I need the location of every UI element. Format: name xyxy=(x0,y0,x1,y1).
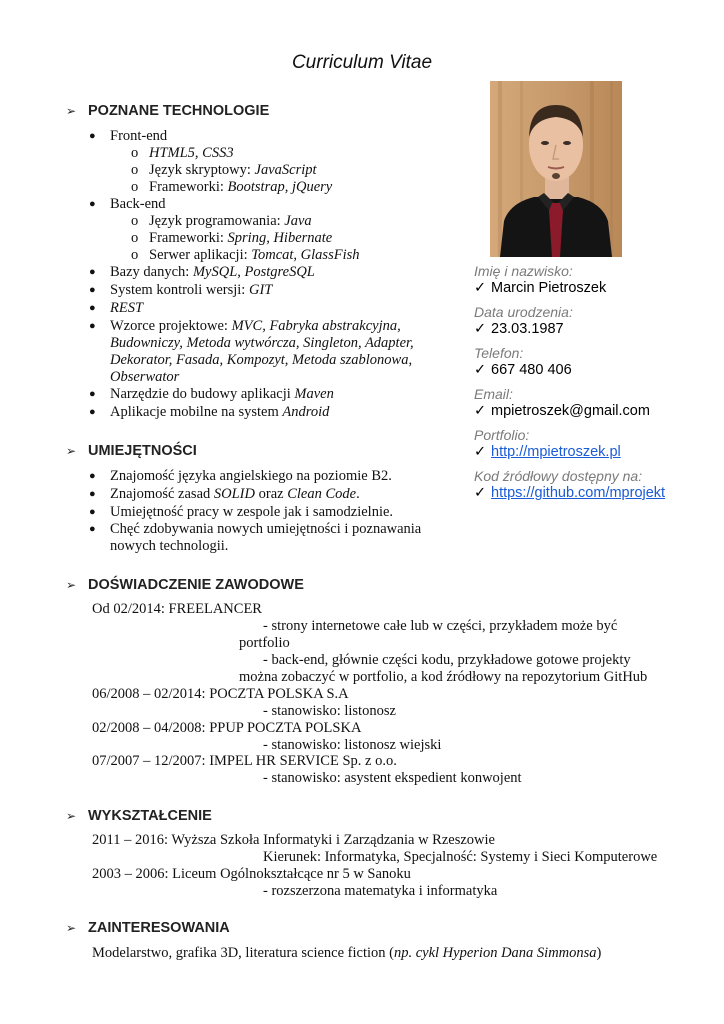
checkmark-icon: ✓ xyxy=(474,362,487,378)
heading-text: ZAINTERESOWANIA xyxy=(88,920,230,936)
item-value: Maven xyxy=(294,386,334,402)
list-item xyxy=(110,282,272,299)
source-row xyxy=(474,485,665,502)
item-value: JavaScript xyxy=(254,162,317,178)
job-entry: Od 02/2014: FREELANCER xyxy=(92,601,262,617)
list-item-continuation xyxy=(110,369,179,386)
portrait-image xyxy=(490,81,622,257)
email-value: mpietroszek@gmail.com xyxy=(491,403,650,419)
heading-text: WYKSZTAŁCENIE xyxy=(88,808,212,824)
item-text: . xyxy=(356,486,360,502)
bullet-dot-icon: ● xyxy=(89,198,96,210)
heading-text: DOŚWIADCZENIE ZAWODOWE xyxy=(88,577,304,593)
phone-value: 667 480 406 xyxy=(491,362,572,378)
item-value: Dekorator, Fasada, Kompozyt, Metoda szablonowa, xyxy=(110,352,413,368)
list-item xyxy=(131,247,360,264)
email-label: Email: xyxy=(474,386,513,402)
job-detail: - stanowisko: listonosz wiejski xyxy=(263,737,442,753)
list-item xyxy=(110,318,401,335)
item-value: Tomcat, GlassFish xyxy=(251,247,360,263)
job-detail: portfolio xyxy=(239,635,290,651)
list-item-continuation xyxy=(110,335,414,352)
circle-bullet-icon: o xyxy=(131,162,139,178)
job-entry: 06/2008 – 02/2014: POCZTA POLSKA S.A xyxy=(92,686,349,702)
bullet-dot-icon: ● xyxy=(89,470,96,482)
item-label: Wzorce projektowe: xyxy=(110,318,232,334)
checkmark-icon: ✓ xyxy=(474,444,487,460)
item-value: Spring, Hibernate xyxy=(227,230,333,246)
interests-text xyxy=(92,945,601,962)
list-item xyxy=(110,300,143,317)
item-label: Język programowania: xyxy=(149,213,285,229)
interests-part: ) xyxy=(596,945,602,961)
list-item xyxy=(131,145,234,162)
arrow-bullet-icon: ➢ xyxy=(66,104,77,118)
list-item: Umiejętność pracy w zespole jak i samodzielnie. xyxy=(110,504,394,520)
job-entry: 02/2008 – 04/2008: PPUP POCZTA POLSKA xyxy=(92,720,362,736)
job-detail: - stanowisko: asystent ekspedient konwojent xyxy=(263,770,522,786)
list-item xyxy=(110,486,360,503)
item-text: oraz xyxy=(254,486,288,502)
section-heading-technologies xyxy=(66,103,269,120)
list-item: Chęć zdobywania nowych umiejętności i poznawania xyxy=(110,521,422,537)
list-item xyxy=(110,196,166,213)
interests-example: np. cykl Hyperion Dana Simmonsa xyxy=(393,945,597,961)
item-value: Budowniczy, Metoda wytwórcza, Singleton, Adapter, xyxy=(110,335,414,351)
arrow-bullet-icon: ➢ xyxy=(66,444,77,458)
item-text: Back-end xyxy=(110,196,166,212)
list-item xyxy=(131,213,312,230)
birth-label: Data urodzenia: xyxy=(474,304,573,320)
checkmark-icon: ✓ xyxy=(474,485,487,501)
bullet-dot-icon: ● xyxy=(89,320,96,332)
item-value: Bootstrap, jQuery xyxy=(227,179,333,195)
phone-row xyxy=(474,362,572,379)
item-value: SOLID xyxy=(213,486,255,502)
item-label: Narzędzie do budowy aplikacji xyxy=(110,386,295,402)
job-detail: - back-end, głównie części kodu, przykładowe gotowe projekty xyxy=(263,652,631,668)
list-item xyxy=(110,128,167,145)
portfolio-row xyxy=(474,444,621,461)
list-item xyxy=(131,162,317,179)
bullet-dot-icon: ● xyxy=(89,506,96,518)
list-item xyxy=(110,264,315,281)
page-title: Curriculum Vitae xyxy=(291,52,433,73)
education-detail: - rozszerzona matematyka i informatyka xyxy=(263,883,498,899)
profile-photo xyxy=(490,81,622,257)
birth-value: 23.03.1987 xyxy=(491,321,564,337)
item-label: System kontroli wersji: xyxy=(110,282,249,298)
job-detail: - strony internetowe całe lub w części, przykładem może być xyxy=(263,618,618,634)
github-link[interactable]: https://github.com/mprojekt xyxy=(491,485,666,501)
circle-bullet-icon: o xyxy=(131,179,139,195)
heading-text: UMIEJĘTNOŚCI xyxy=(88,443,197,459)
item-text: Znajomość zasad xyxy=(110,486,214,502)
item-value: Obserwator xyxy=(110,369,180,385)
list-item xyxy=(131,179,332,196)
section-heading-skills xyxy=(66,443,197,460)
bullet-dot-icon: ● xyxy=(89,302,96,314)
education-detail: Kierunek: Informatyka, Specjalność: Systemy i Sieci Komputerowe xyxy=(263,849,658,865)
circle-bullet-icon: o xyxy=(131,230,139,246)
item-label: Frameworki: xyxy=(149,230,228,246)
list-item xyxy=(131,230,332,247)
portfolio-link[interactable]: http://mpietroszek.pl xyxy=(491,444,621,460)
checkmark-icon: ✓ xyxy=(474,321,487,337)
bullet-dot-icon: ● xyxy=(89,284,96,296)
item-label: Serwer aplikacji: xyxy=(149,247,252,263)
item-value: GIT xyxy=(248,282,273,298)
item-label: Język skryptowy: xyxy=(149,162,255,178)
item-value: MySQL, PostgreSQL xyxy=(192,264,315,280)
bullet-dot-icon: ● xyxy=(89,388,96,400)
checkmark-icon: ✓ xyxy=(474,280,487,296)
circle-bullet-icon: o xyxy=(131,247,139,263)
list-item-continuation xyxy=(110,352,412,369)
phone-label: Telefon: xyxy=(474,345,524,361)
heading-text: POZNANE TECHNOLOGIE xyxy=(88,103,270,119)
name-row xyxy=(474,280,606,297)
list-item xyxy=(110,386,334,403)
list-item xyxy=(110,404,329,421)
arrow-bullet-icon: ➢ xyxy=(66,578,77,592)
list-item-continuation: nowych technologii. xyxy=(110,538,229,554)
section-heading-experience xyxy=(66,577,304,594)
item-value: Android xyxy=(282,404,330,420)
arrow-bullet-icon: ➢ xyxy=(66,809,77,823)
source-label: Kod źródłowy dostępny na: xyxy=(474,468,643,484)
name-value: Marcin Pietroszek xyxy=(491,280,607,296)
interests-part: Modelarstwo, grafika 3D, literatura science fiction ( xyxy=(92,945,394,961)
item-value: Java xyxy=(284,213,312,229)
job-detail: można zobaczyć w portfolio, a kod źródłowy na repozytorium GitHub xyxy=(239,669,648,685)
education-entry: 2011 – 2016: Wyższa Szkoła Informatyki i Zarządzania w Rzeszowie xyxy=(92,832,495,848)
circle-bullet-icon: o xyxy=(131,145,139,161)
birth-row xyxy=(474,321,564,338)
job-detail: - stanowisko: listonosz xyxy=(263,703,396,719)
circle-bullet-icon: o xyxy=(131,213,139,229)
arrow-bullet-icon: ➢ xyxy=(66,921,77,935)
bullet-dot-icon: ● xyxy=(89,130,96,142)
bullet-dot-icon: ● xyxy=(89,266,96,278)
item-label: Aplikacje mobilne na system xyxy=(110,404,283,420)
item-value: REST xyxy=(110,300,144,316)
education-entry: 2003 – 2006: Liceum Ogólnokształcące nr 5 w Sanoku xyxy=(92,866,411,882)
job-entry: 07/2007 – 12/2007: IMPEL HR SERVICE Sp. z o.o. xyxy=(92,753,397,769)
item-value: Clean Code xyxy=(287,486,357,502)
checkmark-icon: ✓ xyxy=(474,403,487,419)
list-item: Znajomość języka angielskiego na poziomie B2. xyxy=(110,468,392,484)
item-label: Bazy danych: xyxy=(110,264,193,280)
section-heading-education xyxy=(66,808,212,825)
bullet-dot-icon: ● xyxy=(89,406,96,418)
item-value: MVC, Fabryka abstrakcyjna, xyxy=(231,318,401,334)
item-label: Frameworki: xyxy=(149,179,228,195)
item-text: Front-end xyxy=(110,128,168,144)
portfolio-label: Portfolio: xyxy=(474,427,530,443)
name-label: Imię i nazwisko: xyxy=(474,263,573,279)
email-row xyxy=(474,403,650,420)
item-value: HTML5, CSS3 xyxy=(149,145,234,161)
bullet-dot-icon: ● xyxy=(89,523,96,535)
section-heading-interests xyxy=(66,920,230,937)
bullet-dot-icon: ● xyxy=(89,488,96,500)
